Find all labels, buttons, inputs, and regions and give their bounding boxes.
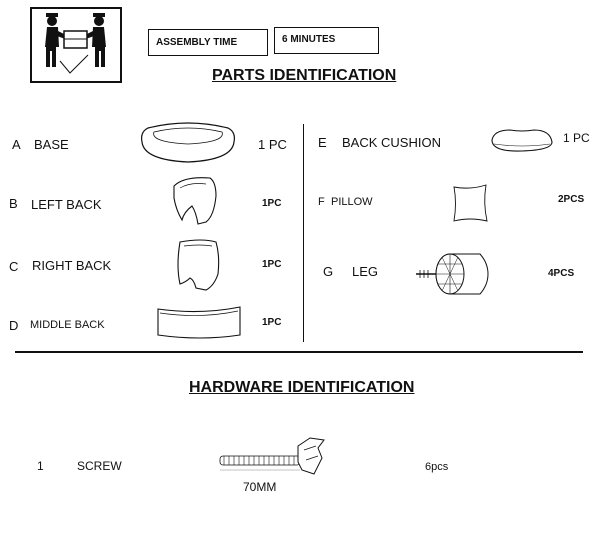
- hardware-size: 70MM: [243, 480, 277, 494]
- section-divider: [15, 351, 583, 353]
- right-back-icon: [172, 236, 224, 292]
- part-letter: F: [318, 196, 325, 208]
- part-qty: 1PC: [262, 198, 282, 209]
- part-letter: G: [323, 264, 334, 279]
- part-name: MIDDLE BACK: [30, 319, 105, 331]
- hardware-number: 1: [37, 459, 44, 473]
- hardware-section-title: HARDWARE IDENTIFICATION: [189, 379, 415, 396]
- assembly-time-value-box: [274, 27, 379, 54]
- part-qty: 1PC: [262, 259, 282, 270]
- pillow-icon: [450, 183, 490, 223]
- part-name: BASE: [34, 137, 69, 152]
- two-people-carrying-box-icon: [32, 9, 120, 81]
- hardware-qty: 6pcs: [425, 461, 449, 473]
- part-letter: A: [12, 137, 21, 152]
- leg-icon: [414, 251, 490, 297]
- part-name: RIGHT BACK: [32, 258, 112, 273]
- back-cushion-icon: [488, 126, 556, 156]
- assembly-time-label-box: [148, 29, 268, 56]
- assembly-time-label: ASSEMBLY TIME: [156, 37, 238, 48]
- base-cushion-icon: [138, 120, 238, 166]
- part-letter: E: [318, 135, 327, 150]
- screw-icon: [218, 434, 330, 478]
- hardware-name: SCREW: [77, 459, 122, 473]
- parts-column-divider: [303, 124, 304, 342]
- part-name: BACK CUSHION: [342, 135, 441, 150]
- part-qty: 1 PC: [563, 131, 590, 145]
- part-qty: 1PC: [262, 317, 282, 328]
- parts-section-title: PARTS IDENTIFICATION: [212, 67, 397, 84]
- assembly-time-value: 6 MINUTES: [282, 34, 336, 45]
- part-name: LEG: [352, 264, 379, 279]
- part-letter: D: [9, 318, 19, 333]
- part-letter: B: [9, 196, 18, 211]
- part-qty: 4PCS: [548, 268, 575, 279]
- carrying-icon-box: [30, 7, 122, 83]
- left-back-icon: [170, 172, 220, 228]
- part-qty: 1 PC: [258, 137, 287, 152]
- part-qty: 2PCS: [558, 194, 585, 205]
- part-name: LEFT BACK: [31, 197, 102, 212]
- part-name: PILLOW: [331, 196, 373, 208]
- part-letter: C: [9, 259, 19, 274]
- middle-back-icon: [156, 305, 242, 339]
